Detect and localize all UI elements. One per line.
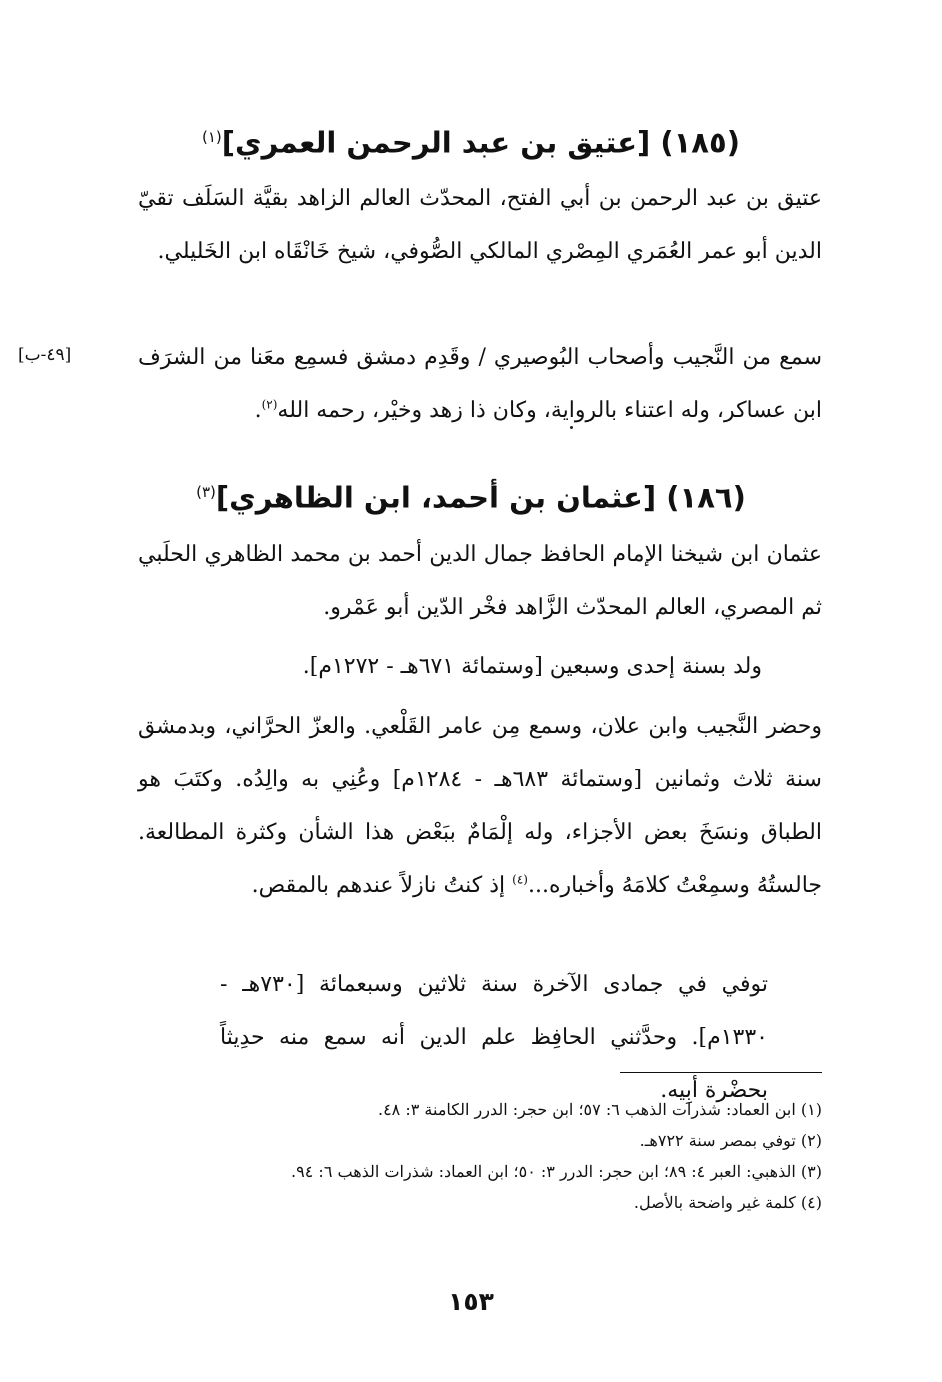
footnote-ref-2: (٢) — [261, 397, 278, 412]
footnote-2: (٢) توفي بمصر سنة ٧٢٢هـ. — [639, 1131, 822, 1150]
entry-185-paragraph-1: عتيق بن عبد الرحمن بن أبي الفتح، المحدّث العالم الزاهد بقيَّة السَلَف تقيّ الدين أبو عمر العُمَري المِصْري المالكي الصُّوفي، شيخ خَانْقَاه ابن الخَليلي. — [138, 186, 822, 264]
footnote-ref-4: (٤) — [512, 872, 528, 887]
folio-margin-note: [٤٩-ب] — [18, 345, 72, 365]
entry-185-heading-text: (١٨٥) [عتيق بن عبد الرحمن العمري] — [221, 125, 740, 160]
entry-185-heading — [120, 117, 822, 163]
entry-186-paragraph-2: ولد بسنة إحدى وسبعين [وستمائة ٦٧١هـ - ١٢٧٢م]. — [302, 654, 762, 679]
footnote-ref-1: (١) — [202, 128, 222, 146]
page-number: ١٥٣ — [448, 1287, 494, 1316]
entry-185-paragraph-2-text: سمع من النَّجيب وأصحاب البُوصيري / وقَدِم دمشق فسمِع معَنا من الشرَف ابن عساكر، وله اعتناء بالرواية، وكان ذا زهد وخيْر، رحمه الله — [138, 345, 822, 423]
footnote-4: (٤) كلمة غير واضحة بالأصل. — [633, 1193, 822, 1212]
entry-186-paragraph-3-text: وحضر النَّجيب وابن علان، وسمع مِن عامر القَلْعي. والعزّ الحرَّاني، وبدمشق سنة ثلاث وثمانين [وستمائة ٦٨٣هـ - ١٢٨٤م] وعُنِي به والِدُه. وكتَبَ هو الطباق ونسَخَ بعض الأجزاء، وله إلْمَامٌ ببَعْض هذا الشأن وكثرة المطالعة. جالستُهُ وسمِعْتُ كلامَهُ وأخباره... — [138, 714, 822, 898]
footnote-separator — [620, 1072, 822, 1073]
entry-185-paragraph-2 — [138, 331, 822, 437]
footnotes — [150, 1094, 822, 1218]
entry-186-paragraph-3-end: إذ كنتُ نازلاً عندهم بالمقص. — [251, 873, 506, 898]
entry-186-heading-text: (١٨٦) [عثمان بن أحمد، ابن الظاهري] — [215, 480, 746, 515]
footnote-3: (٣) الذهبي: العبر ٤: ٨٩؛ ابن حجر: الدرر ٣: ٥٠؛ ابن العماد: شذرات الذهب ٦: ٩٤. — [291, 1162, 822, 1181]
stray-dot — [570, 426, 573, 429]
footnote-1: (١) ابن العماد: شذرات الذهب ٦: ٥٧؛ ابن حجر: الدرر الكامنة ٣: ٤٨. — [377, 1100, 822, 1119]
entry-186-paragraph-3 — [138, 700, 822, 912]
entry-186-paragraph-1: عثمان ابن شيخنا الإمام الحافظ جمال الدين أحمد بن محمد الظاهري الحلَبي ثم المصري، العالم المحدّث الزَّاهد فخْر الدّين أبو عَمْرو. — [138, 542, 822, 620]
entry-186-heading — [120, 472, 822, 518]
entry-185-paragraph-2-end: . — [254, 398, 262, 423]
entry-186-paragraph-4: توفي في جمادى الآخرة سنة ثلاثين وسبعمائة [٧٣٠هـ - ١٣٣٠م]. وحدَّثني الحافِظ علم الدين أنه سمع منه حدِيثاً بحضْرة أبِيه. — [220, 972, 769, 1103]
footnote-ref-3: (٣) — [196, 483, 216, 501]
